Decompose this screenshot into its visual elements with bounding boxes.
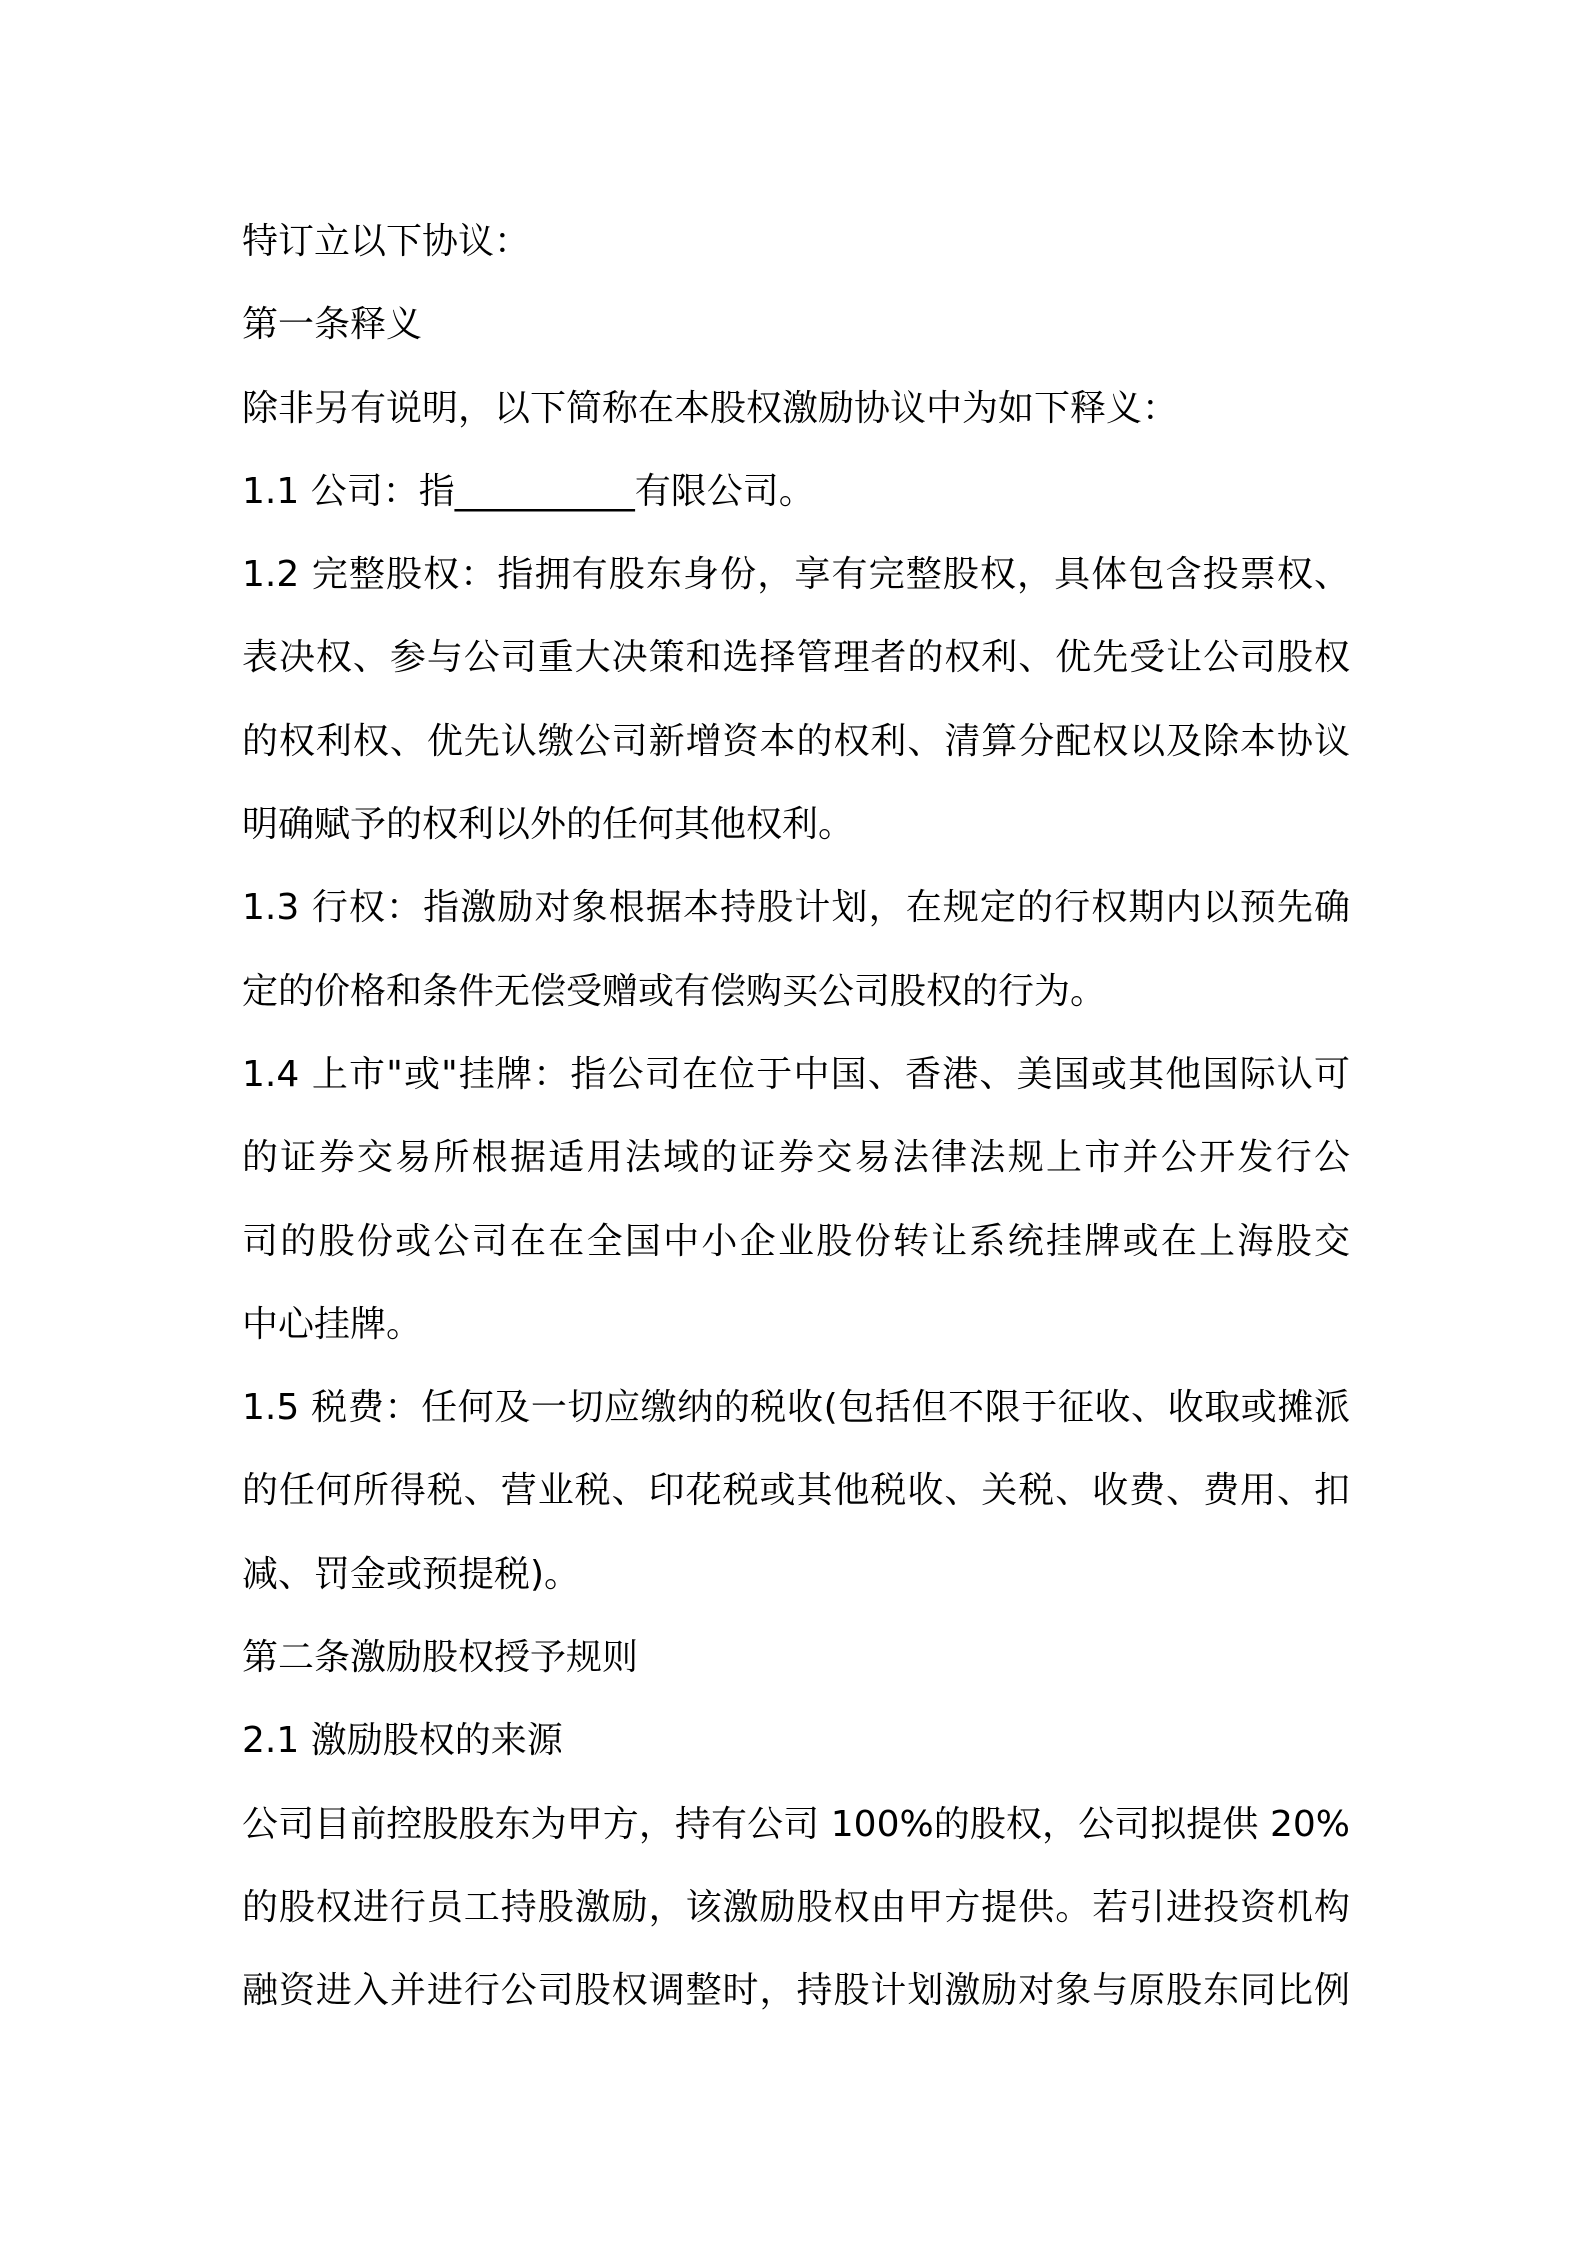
- text-line: 明确赋予的权利以外的任何其他权利。: [242, 804, 855, 846]
- clause-1-5: 1.5 税费：任何及一切应缴纳的税收(包括但不限于征收、收取或摊派: [242, 1387, 1350, 1429]
- section-heading: 第二条激励股权授予规则: [242, 1637, 639, 1679]
- clause-1-2: 1.2 完整股权：指拥有股东身份，享有完整股权，具体包含投票权、: [242, 554, 1350, 596]
- text-line: 的权利权、优先认缴公司新增资本的权利、清算分配权以及除本协议: [242, 720, 1350, 762]
- text-line: 除非另有说明，以下简称在本股权激励协议中为如下释义：: [242, 387, 1179, 429]
- text-line: 司的股份或公司在在全国中小企业股份转让系统挂牌或在上海股交: [242, 1220, 1350, 1262]
- text-line: 融资进入并进行公司股权调整时，持股计划激励对象与原股东同比例: [242, 1970, 1350, 2012]
- text-line: 公司目前控股股东为甲方，持有公司 100%的股权，公司拟提供 20%: [242, 1803, 1350, 1845]
- section-heading: 第一条释义: [242, 304, 423, 346]
- text-line: 定的价格和条件无偿受赠或有偿购买公司股权的行为。: [242, 970, 1107, 1012]
- text-line: 的任何所得税、营业税、印花税或其他税收、关税、收费、费用、扣: [242, 1470, 1350, 1512]
- text-line: 的证券交易所根据适用法域的证券交易法律法规上市并公开发行公: [242, 1137, 1350, 1179]
- clause-2-1: 2.1 激励股权的来源: [242, 1720, 563, 1762]
- text-line: 中心挂牌。: [242, 1303, 423, 1345]
- text-line: 的股权进行员工持股激励，该激励股权由甲方提供。若引进投资机构: [242, 1886, 1350, 1928]
- text-line: 减、罚金或预提税)。: [242, 1553, 581, 1595]
- clause-1-4: 1.4 上市"或"挂牌：指公司在位于中国、香港、美国或其他国际认可: [242, 1053, 1350, 1095]
- text-line: 特订立以下协议：: [242, 221, 531, 262]
- clause-1-3: 1.3 行权：指激励对象根据本持股计划，在规定的行权期内以预先确: [242, 887, 1350, 929]
- document-body: [242, 200, 1350, 2033]
- clause-1-1: 1.1 公司：指__________有限公司。: [242, 470, 815, 512]
- text-line: 表决权、参与公司重大决策和选择管理者的权利、优先受让公司股权: [242, 637, 1350, 679]
